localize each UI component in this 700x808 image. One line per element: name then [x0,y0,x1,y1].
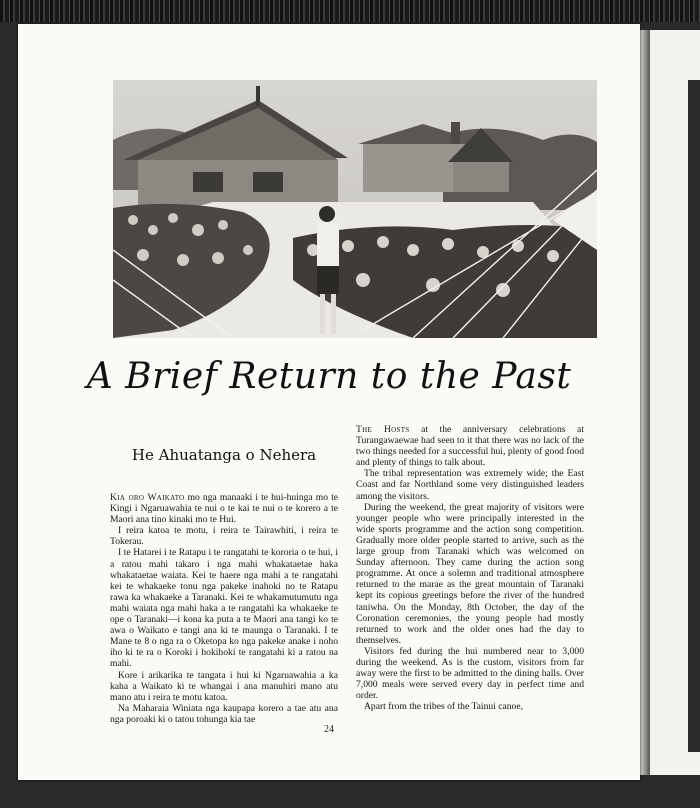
maori-paragraph: I reira katoa te motu, i reira te Tairawhiti, i reira te Tokerau. [110,525,338,548]
maori-lead-paragraph [110,492,338,525]
lead-small-caps: Kia oro Waikato [110,492,185,503]
maori-subheading: He Ahuatanga o Nehera [131,446,317,464]
lead-small-caps: The Hosts [356,424,410,435]
english-paragraph: Apart from the tribes of the Tainui canoe, [364,701,523,713]
english-paragraph: The tribal representation was extremely wide; the East Coast and far Northland some very distinguished leaders among the visitors. [356,468,584,502]
english-paragraph: During the weekend, the great majority of visitors were younger people who were principally interested in the wide sports programme and the action song competition. Gradually more older people started to arrive, such as the large group from Taranaki which was welcomed on Sunday afternoon. They came during the action song programme. At once a solemn and traditional atmosphere returned to the marae as the great mountain of Taranaki kept its copious greetings before the river of the hundred taniwha. On the Monday, 8th October, the day of the Coronation ceremonies, the young people had mostly returned to work and the older ones had the day to themselves. [356,501,584,646]
article-headline: A Brief Return to the Past [86,356,572,397]
page-number: 24 [324,724,334,735]
maori-paragraph: I te Hatarei i te Ratapu i te rangatahi te kororia o te hui, i a ratou mahi takaro i nga mahi whakataetae haka whakataetae waiata. Kei te haere nga mahi a te rangatahi kei te whakaeke tonu nga pakeke inahoki no te Ratapu rawa ka whakaeke a Taranaki. Kei te whakamutumutu nga mahi waiata nga mahi haka a te rangatahi ka whakaeke te ope o Taranaki—i kona ka puta a te Maori ana tangi ko te awa o Waikato e tangi ana ki te maunga o Taranaki. I te Mane te 8 o nga ra o Oketopa ko nga pakeke anake i noho iho ki te ra o Koroki i hokihoki te rangatahi ki a ratou na mahi. [110,547,338,670]
adjacent-page-edge [650,30,700,775]
lead-text: at the anniversary celebrations at Turangawaewae had seen to it that there was no lack of the two things needed for a successful hui, plenty of good food and plenty of things to talk about. [356,424,584,469]
maori-paragraph: Kore i arikarika te tangata i hui ki Ngaruawahia a ka kaha a Waikato ki te whangai i ana manuhiri mano atu mano atu i reira te motu katoa. [110,669,338,703]
maori-column [110,424,338,725]
english-column [356,424,584,712]
scan-border-top [0,0,700,22]
magazine-page [18,24,640,780]
photo-gathering-illustration [113,80,597,338]
article-photo [113,80,597,338]
english-paragraph: Visitors fed during the hui numbered near to 3,000 during the weekend. As is the custom, visitors from far away were the first to be admitted to the dining halls. Over 7,000 meals were served every day in perfect time and order. [356,645,584,702]
maori-paragraph: Na Maharaia Winiata nga kaupapa korero a tae atu ana nga poroaki ki o tatou tohunga kia tae [110,702,338,725]
lead-text: mo nga manaaki i te hui-huinga mo te Kingi i Ngaruawahia te nui o te kai te nui o te korero a te Maori ana tino kinaki mo te Hui. [110,492,338,526]
english-lead-paragraph [356,424,584,468]
book-spine [640,30,650,775]
